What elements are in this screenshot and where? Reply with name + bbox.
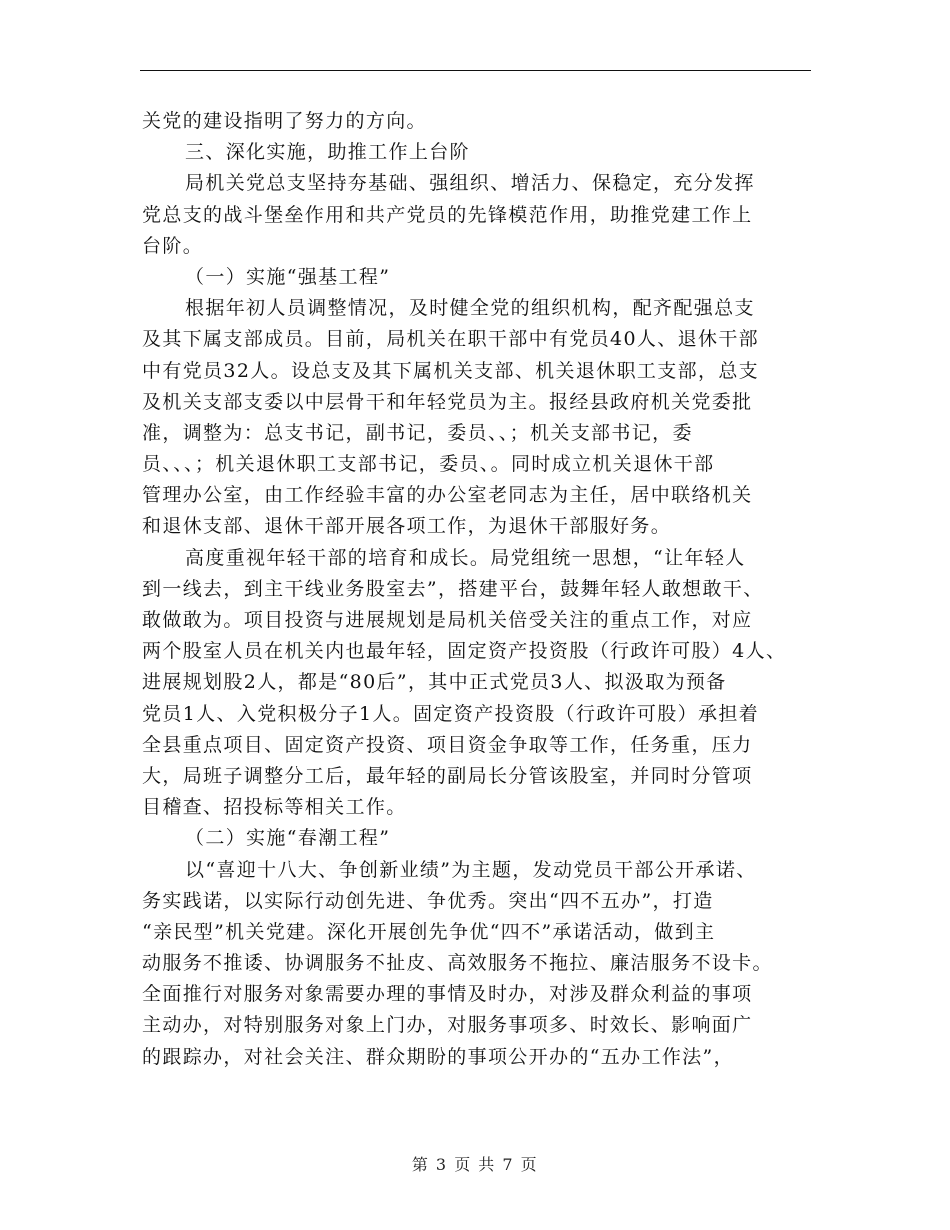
text-line: 管理办公室，由工作经验丰富的办公室老同志为主任，居中联络机关 [142, 484, 753, 507]
text-line: 及其下属支部成员。目前，局机关在职干部中有党员40人、退休干部 [142, 328, 760, 351]
text-line: 目稽查、招投标等相关工作。 [142, 796, 407, 819]
text-line: 以“喜迎十八大、争创新业绩”为主题，发动党员干部公开承诺、 [185, 858, 757, 881]
text-line: （一）实施“强基工程” [185, 265, 391, 288]
text-line: 员、、、；机关退休职工支部书记，委员、。同时成立机关退休干部 [142, 453, 715, 476]
document-body [142, 106, 832, 1073]
text-line: 党员1人、入党积极分子1人。固定资产投资股（行政许可股）承担着 [142, 702, 760, 725]
text-line: （二）实施“春潮工程” [185, 827, 391, 850]
text-line: 全县重点项目、固定资产投资、项目资金争取等工作，任务重，压力 [142, 733, 753, 756]
text-line: 根据年初人员调整情况，及时健全党的组织机构，配齐配强总支 [185, 297, 755, 320]
page-number: 第 3 页 共 7 页 [411, 1155, 539, 1174]
text-line: 动服务不推诿、协调服务不扯皮、高效服务不拖拉、廉洁服务不设卡。 [142, 952, 773, 975]
text-line: 三、深化实施，助推工作上台阶 [185, 141, 470, 164]
text-line: 主动办，对特别服务对象上门办，对服务事项多、时效长、影响面广 [142, 1014, 753, 1037]
text-line: 关党的建设指明了努力的方向。 [142, 110, 427, 132]
text-line: 进展规划股2人，都是“80后”，其中正式党员3人、拟汲取为预备 [142, 671, 727, 694]
text-line: 党总支的战斗堡垒作用和共产党员的先锋模范作用，助推党建工作上 [142, 203, 753, 226]
text-line: 的跟踪办，对社会关注、群众期盼的事项公开办的“五办工作法”， [142, 1045, 734, 1068]
text-line: 台阶。 [142, 234, 204, 257]
text-line: 全面推行对服务对象需要办理的事情及时办，对涉及群众利益的事项 [142, 983, 753, 1006]
text-line: 准，调整为：总支书记，副书记，委员、、；机关支部书记，委 [142, 421, 693, 444]
text-line: 到一线去，到主干线业务股室去”，搭建平台，鼓舞年轻人敢想敢干、 [142, 577, 764, 600]
text-line: 大，局班子调整分工后，最年轻的副局长分管该股室，并同时分管项 [142, 764, 753, 787]
text-line: 中有党员32人。设总支及其下属机关支部、机关退休职工支部，总支 [142, 359, 760, 382]
text-line: 和退休支部、退休干部开展各项工作，为退休干部服好务。 [142, 515, 672, 538]
header-rule [140, 70, 811, 71]
text-line: 两个股室人员在机关内也最年轻，固定资产投资股（行政许可股）4人、 [142, 640, 787, 663]
text-line: 敢做敢为。项目投资与进展规划是局机关倍受关注的重点工作，对应 [142, 609, 753, 631]
text-line: 及机关支部支委以中层骨干和年轻党员为主。报经县政府机关党委批 [142, 390, 753, 413]
text-line: 务实践诺，以实际行动创先进、争优秀。突出“四不五办”，打造 [142, 889, 714, 912]
text-line: 高度重视年轻干部的培育和成长。局党组统一思想，“让年轻人 [185, 546, 746, 569]
text-line: 局机关党总支坚持夯基础、强组织、增活力、保稳定，充分发挥 [185, 172, 755, 195]
text-line: “亲民型”机关党建。深化开展创先争优“四不”承诺活动，做到主 [142, 920, 716, 943]
